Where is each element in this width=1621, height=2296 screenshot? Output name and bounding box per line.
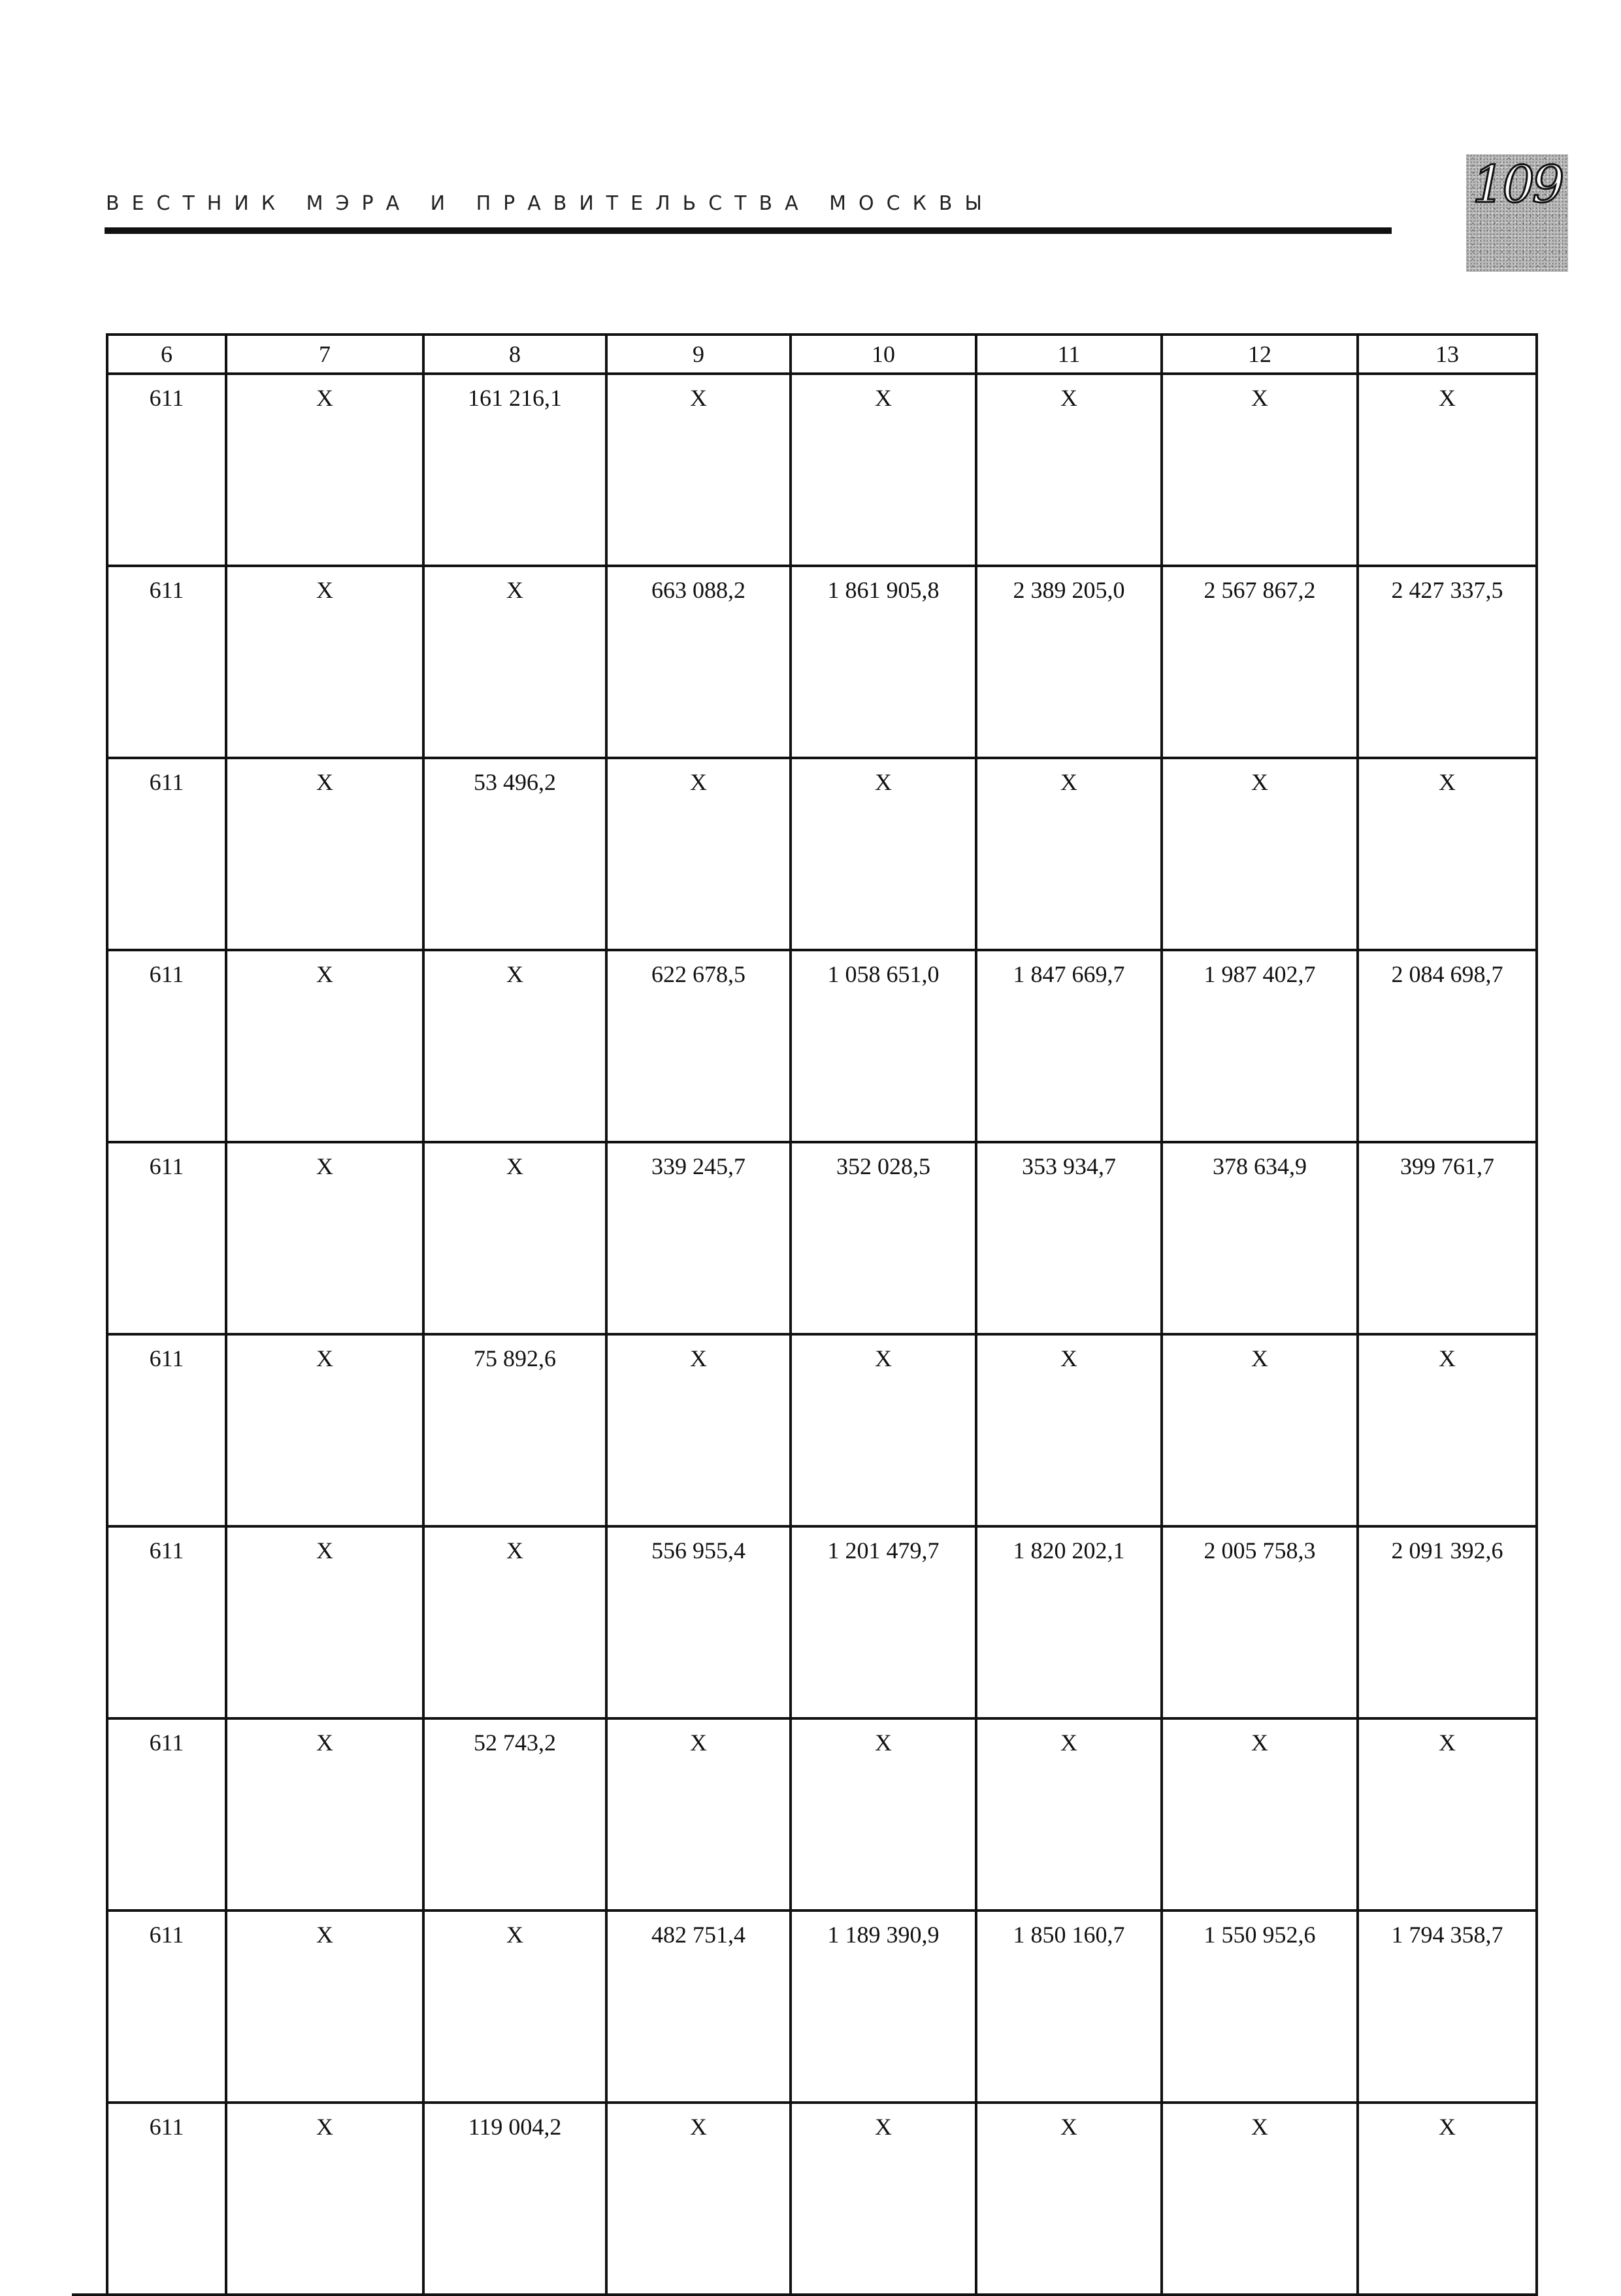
table-cell: X (226, 566, 423, 758)
table-cell: 2 005 758,3 (1162, 1526, 1358, 1718)
data-table (72, 333, 1538, 2296)
table-row (72, 758, 1537, 950)
table-cell: 399 761,7 (1358, 1142, 1537, 1334)
table-cell: X (976, 374, 1162, 566)
table-cell: X (791, 2103, 976, 2295)
stub-cell (72, 2103, 107, 2295)
header-rule (105, 227, 1392, 234)
table-cell: 1 861 905,8 (791, 566, 976, 758)
table-cell: 663 088,2 (606, 566, 791, 758)
table-cell: X (423, 1526, 606, 1718)
table-row (72, 1911, 1537, 2103)
table-cell: X (1162, 1718, 1358, 1911)
table-cell: 2 389 205,0 (976, 566, 1162, 758)
table-cell: X (226, 1911, 423, 2103)
stub-cell (72, 1334, 107, 1526)
table-cell: 556 955,4 (606, 1526, 791, 1718)
table-cell: 1 850 160,7 (976, 1911, 1162, 2103)
table-cell: 119 004,2 (423, 2103, 606, 2295)
table-cell: 611 (107, 1718, 226, 1911)
table-row (72, 2103, 1537, 2295)
column-header: 13 (1358, 335, 1537, 374)
table-cell: 2 567 867,2 (1162, 566, 1358, 758)
stub-cell (72, 758, 107, 950)
table-cell: X (1162, 1334, 1358, 1526)
table-cell: X (791, 1334, 976, 1526)
table-cell: X (226, 1334, 423, 1526)
stub-cell (72, 335, 107, 374)
table-cell: 2 427 337,5 (1358, 566, 1537, 758)
table-cell: 1 058 651,0 (791, 950, 976, 1142)
table-cell: X (791, 758, 976, 950)
table-cell: X (976, 758, 1162, 950)
table-cell: 1 189 390,9 (791, 1911, 976, 2103)
table-row (72, 950, 1537, 1142)
column-header: 11 (976, 335, 1162, 374)
table-row (72, 1526, 1537, 1718)
table-cell: X (1358, 1718, 1537, 1911)
table-row (72, 566, 1537, 758)
table-cell: X (423, 950, 606, 1142)
table-cell: X (226, 1718, 423, 1911)
table-cell: 2 084 698,7 (1358, 950, 1537, 1142)
table-cell: 353 934,7 (976, 1142, 1162, 1334)
table-cell: X (606, 758, 791, 950)
table-cell: 339 245,7 (606, 1142, 791, 1334)
table-cell: X (1162, 374, 1358, 566)
table-cell: 611 (107, 1334, 226, 1526)
table-cell: X (976, 1334, 1162, 1526)
table-cell: X (226, 950, 423, 1142)
table-cell: X (791, 374, 976, 566)
table-cell: X (226, 2103, 423, 2295)
stub-cell (72, 1526, 107, 1718)
table-cell: X (1358, 758, 1537, 950)
table-cell: 622 678,5 (606, 950, 791, 1142)
table-cell: 611 (107, 1142, 226, 1334)
stub-cell (72, 1911, 107, 2103)
table-cell: X (976, 2103, 1162, 2295)
table-cell: 482 751,4 (606, 1911, 791, 2103)
table-cell: 161 216,1 (423, 374, 606, 566)
stub-cell (72, 374, 107, 566)
table-cell: X (1358, 2103, 1537, 2295)
table-row (72, 374, 1537, 566)
table-header-row (72, 335, 1537, 374)
column-header: 6 (107, 335, 226, 374)
table-cell: 611 (107, 566, 226, 758)
page-number-badge (1466, 154, 1568, 272)
table-cell: 611 (107, 374, 226, 566)
column-header: 10 (791, 335, 976, 374)
table-cell: X (226, 374, 423, 566)
table-cell: X (1162, 2103, 1358, 2295)
table-row (72, 1142, 1537, 1334)
stub-cell (72, 1718, 107, 1911)
table-cell: X (226, 1142, 423, 1334)
table-cell: 611 (107, 1526, 226, 1718)
table-cell: 52 743,2 (423, 1718, 606, 1911)
table-cell: 53 496,2 (423, 758, 606, 950)
table-cell: X (791, 1718, 976, 1911)
table-cell: 1 987 402,7 (1162, 950, 1358, 1142)
table-cell: X (1162, 758, 1358, 950)
table-cell: 611 (107, 950, 226, 1142)
table-cell: X (226, 758, 423, 950)
table-cell: X (423, 1142, 606, 1334)
column-header: 7 (226, 335, 423, 374)
table-cell: 352 028,5 (791, 1142, 976, 1334)
table-row (72, 1334, 1537, 1526)
table-cell: X (606, 2103, 791, 2295)
table-cell: 378 634,9 (1162, 1142, 1358, 1334)
table-cell: 1 794 358,7 (1358, 1911, 1537, 2103)
table-cell: X (423, 566, 606, 758)
table-cell: 611 (107, 2103, 226, 2295)
table-cell: X (423, 1911, 606, 2103)
table-cell: 75 892,6 (423, 1334, 606, 1526)
table-cell: X (1358, 1334, 1537, 1526)
table-cell: 611 (107, 1911, 226, 2103)
page-number: 109 (1472, 156, 1562, 214)
stub-cell (72, 950, 107, 1142)
journal-title: ВЕСТНИК МЭРА И ПРАВИТЕЛЬСТВА МОСКВЫ (106, 192, 994, 215)
table-cell: X (1358, 374, 1537, 566)
table-cell: 1 550 952,6 (1162, 1911, 1358, 2103)
table-cell: X (606, 374, 791, 566)
table-cell: 2 091 392,6 (1358, 1526, 1537, 1718)
table-row (72, 1718, 1537, 1911)
table-cell: X (606, 1718, 791, 1911)
table-cell: 611 (107, 758, 226, 950)
table-cell: X (606, 1334, 791, 1526)
stub-cell (72, 566, 107, 758)
column-header: 8 (423, 335, 606, 374)
column-header: 9 (606, 335, 791, 374)
table-cell: 1 201 479,7 (791, 1526, 976, 1718)
table-cell: 1 820 202,1 (976, 1526, 1162, 1718)
table-cell: X (226, 1526, 423, 1718)
table-cell: 1 847 669,7 (976, 950, 1162, 1142)
column-header: 12 (1162, 335, 1358, 374)
stub-cell (72, 1142, 107, 1334)
table-cell: X (976, 1718, 1162, 1911)
